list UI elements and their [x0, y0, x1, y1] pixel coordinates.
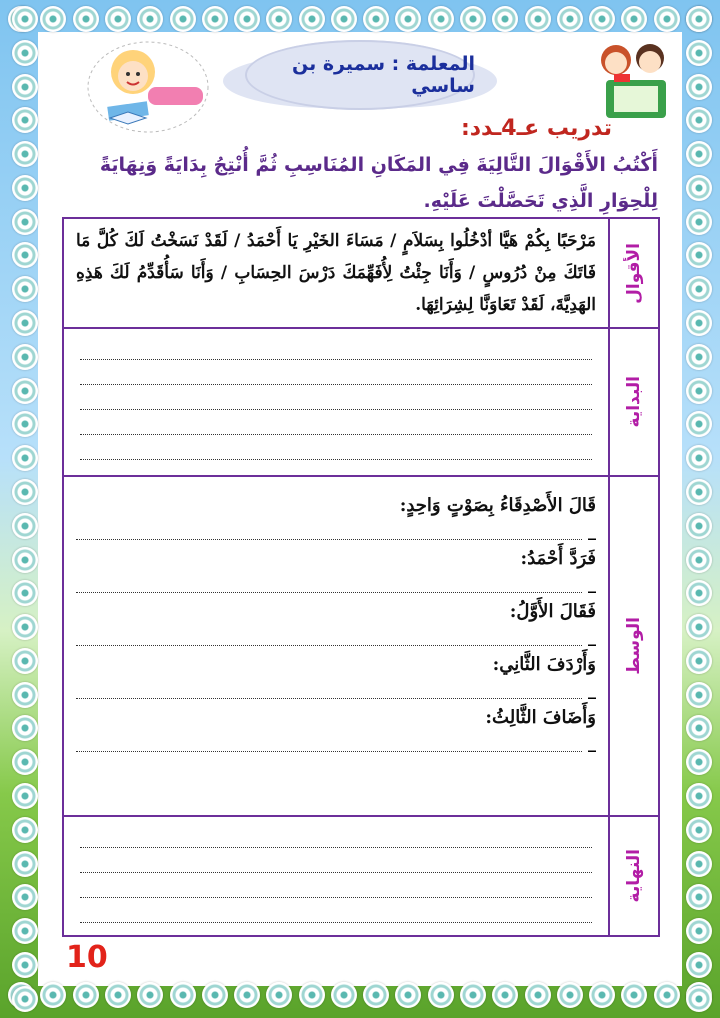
flower-icon — [686, 40, 712, 66]
flower-icon — [686, 817, 712, 843]
flower-icon — [686, 580, 712, 606]
flower-icon — [12, 74, 38, 100]
flower-icon — [12, 40, 38, 66]
kids-reading-illustration — [584, 30, 684, 130]
flower-icon — [686, 378, 712, 404]
flower-icon — [686, 749, 712, 775]
flower-icon — [234, 6, 260, 32]
flower-icon — [12, 310, 38, 336]
flower-icon — [12, 682, 38, 708]
flower-icon — [12, 513, 38, 539]
teacher-name: المعلمة : سميرة بن ساسي — [291, 53, 475, 97]
row-label: الوسط — [624, 617, 644, 675]
flower-icon — [12, 242, 38, 268]
exercise-instruction: أَكْتُبُ الأَقْوَالَ التَّالِيَةَ فِي المَكَانِ المُنَاسِبِ ثُمَّ أُنْتِجُ بِدَايَةً وَنِهَايَةً لِلْحِوَارِ الَّذِي تَحَصَّلْتَ عَلَيْهِ. — [99, 154, 658, 212]
writing-line[interactable] — [80, 898, 592, 923]
flower-icon — [12, 547, 38, 573]
flower-icon — [686, 614, 712, 640]
flower-icon — [686, 310, 712, 336]
flower-icon — [12, 175, 38, 201]
flower-icon — [460, 982, 486, 1008]
flower-icon — [686, 209, 712, 235]
writing-line[interactable] — [80, 410, 592, 435]
flower-icon — [73, 6, 99, 32]
flower-icon — [105, 6, 131, 32]
flower-icon — [12, 6, 38, 32]
flower-icon — [12, 715, 38, 741]
writing-line[interactable] — [80, 873, 592, 898]
flower-icon — [299, 6, 325, 32]
sayings-cell — [64, 219, 608, 327]
writing-line[interactable] — [80, 823, 592, 848]
flower-icon — [654, 6, 680, 32]
flower-icon — [395, 6, 421, 32]
flower-icon — [331, 982, 357, 1008]
writing-line[interactable] — [80, 848, 592, 873]
flower-icon — [12, 276, 38, 302]
flower-icon — [202, 6, 228, 32]
flower-icon — [266, 982, 292, 1008]
writing-line[interactable] — [80, 385, 592, 410]
flower-icon — [12, 884, 38, 910]
flower-icon — [621, 982, 647, 1008]
sayings-text: مَرْحَبًا بِكُمْ هَيَّا أدْخُلُوا بِسَلاَمٍ / مَسَاءَ الخَيْرِ يَا أَحْمَدُ / لَقَدْ نَسَخْتُ لَكَ كُلَّ مَا فَاتَكَ مِنْ دُرُوسٍ / وَأَنَا جِئْتُ لِأُفَهِّمَكَ دَرْسَ الحِسَابِ / وَأَنَا سَأُقَدِّمُ لَكَ هَذِهِ الهَدِيَّةَ، لَقَدْ تَعَاوَنَّا لِشِرَائِهَا. — [76, 231, 596, 315]
flower-icon — [589, 982, 615, 1008]
flower-icon — [557, 982, 583, 1008]
flower-icon — [686, 411, 712, 437]
page-number: 10 — [66, 940, 108, 975]
flower-icon — [686, 986, 712, 1012]
row-label: الأقوال — [624, 242, 644, 304]
answer-line[interactable] — [76, 516, 596, 540]
flower-icon — [686, 479, 712, 505]
dash: _ — [588, 733, 596, 752]
flower-icon — [363, 982, 389, 1008]
flower-icon — [12, 749, 38, 775]
flower-border-bottom — [8, 982, 712, 1012]
flower-icon — [525, 982, 551, 1008]
answer-line[interactable] — [76, 728, 596, 752]
row-label-cell — [608, 817, 658, 935]
row-label: النهاية — [624, 849, 644, 903]
flower-icon — [170, 982, 196, 1008]
flower-icon — [12, 648, 38, 674]
dash: _ — [588, 680, 596, 699]
flower-icon — [686, 6, 712, 32]
girl-reading-illustration — [78, 32, 218, 142]
flower-icon — [137, 6, 163, 32]
row-ending — [64, 815, 658, 935]
flower-icon — [621, 6, 647, 32]
flower-icon — [686, 344, 712, 370]
flower-icon — [299, 982, 325, 1008]
flower-icon — [492, 6, 518, 32]
row-sayings — [64, 219, 658, 327]
dotted-line[interactable] — [76, 576, 582, 593]
writing-line[interactable] — [80, 360, 592, 385]
flower-icon — [428, 6, 454, 32]
row-label-cell — [608, 219, 658, 327]
dialogue-table — [62, 217, 660, 937]
flower-icon — [137, 982, 163, 1008]
flower-icon — [12, 344, 38, 370]
middle-writing-area — [64, 477, 608, 815]
flower-icon — [40, 6, 66, 32]
flower-icon — [428, 982, 454, 1008]
flower-icon — [363, 6, 389, 32]
flower-icon — [557, 6, 583, 32]
flower-icon — [73, 982, 99, 1008]
flower-icon — [12, 986, 38, 1012]
flower-icon — [525, 6, 551, 32]
flower-icon — [12, 918, 38, 944]
flower-icon — [234, 982, 260, 1008]
flower-icon — [686, 276, 712, 302]
speaker-line: وَأَرْدَفَ الثَّانِي: — [492, 654, 596, 675]
dotted-line[interactable] — [76, 629, 582, 646]
flower-icon — [686, 547, 712, 573]
flower-icon — [12, 107, 38, 133]
flower-icon — [686, 851, 712, 877]
flower-icon — [654, 982, 680, 1008]
flower-icon — [266, 6, 292, 32]
row-beginning — [64, 327, 658, 475]
row-label: البداية — [624, 376, 644, 428]
flower-icon — [395, 982, 421, 1008]
flower-icon — [686, 884, 712, 910]
flower-icon — [492, 982, 518, 1008]
flower-icon — [12, 580, 38, 606]
dash: _ — [588, 627, 596, 646]
writing-line[interactable] — [80, 435, 592, 460]
speaker-line: فَقَالَ الأَوَّلُ: — [509, 601, 596, 622]
flower-icon — [12, 209, 38, 235]
answer-line[interactable] — [76, 569, 596, 593]
answer-line[interactable] — [76, 675, 596, 699]
ending-writing-area[interactable] — [64, 817, 608, 935]
dotted-line[interactable] — [76, 523, 582, 540]
flower-icon — [686, 918, 712, 944]
flower-icon — [12, 614, 38, 640]
dash: _ — [588, 521, 596, 540]
flower-icon — [40, 982, 66, 1008]
flower-icon — [686, 952, 712, 978]
flower-icon — [12, 817, 38, 843]
flower-icon — [686, 445, 712, 471]
dotted-line[interactable] — [76, 682, 582, 699]
flower-icon — [12, 479, 38, 505]
flower-border-right — [682, 6, 712, 1012]
flower-icon — [686, 682, 712, 708]
flower-icon — [686, 513, 712, 539]
flower-icon — [105, 982, 131, 1008]
row-label-cell — [608, 329, 658, 475]
flower-icon — [686, 141, 712, 167]
row-label-cell — [608, 477, 658, 815]
flower-icon — [202, 982, 228, 1008]
speaker-line: قَالَ الأَصْدِقَاءُ بِصَوْتٍ وَاحِدٍ: — [399, 495, 596, 516]
dash: _ — [588, 574, 596, 593]
flower-icon — [12, 445, 38, 471]
answer-line[interactable] — [76, 622, 596, 646]
flower-icon — [12, 851, 38, 877]
flower-icon — [686, 715, 712, 741]
flower-icon — [460, 6, 486, 32]
flower-icon — [12, 141, 38, 167]
dotted-line[interactable] — [76, 735, 582, 752]
flower-icon — [12, 378, 38, 404]
flower-icon — [686, 648, 712, 674]
flower-icon — [686, 783, 712, 809]
writing-line[interactable] — [80, 335, 592, 360]
speaker-line: وَأَضَافَ الثَّالِثُ: — [485, 707, 596, 728]
flower-icon — [170, 6, 196, 32]
teacher-cloud — [245, 40, 475, 110]
flower-icon — [686, 175, 712, 201]
flower-icon — [686, 242, 712, 268]
exercise-title: تدريب عـ4ـدد: — [460, 116, 612, 141]
flower-icon — [12, 411, 38, 437]
flower-icon — [589, 6, 615, 32]
beginning-writing-area[interactable] — [64, 329, 608, 475]
flower-icon — [12, 783, 38, 809]
row-middle — [64, 475, 658, 815]
speaker-line: فَرَدَّ أَحْمَدُ: — [520, 548, 596, 569]
flower-icon — [331, 6, 357, 32]
flower-icon — [686, 74, 712, 100]
flower-icon — [12, 952, 38, 978]
flower-border-left — [8, 6, 38, 1012]
flower-icon — [686, 107, 712, 133]
